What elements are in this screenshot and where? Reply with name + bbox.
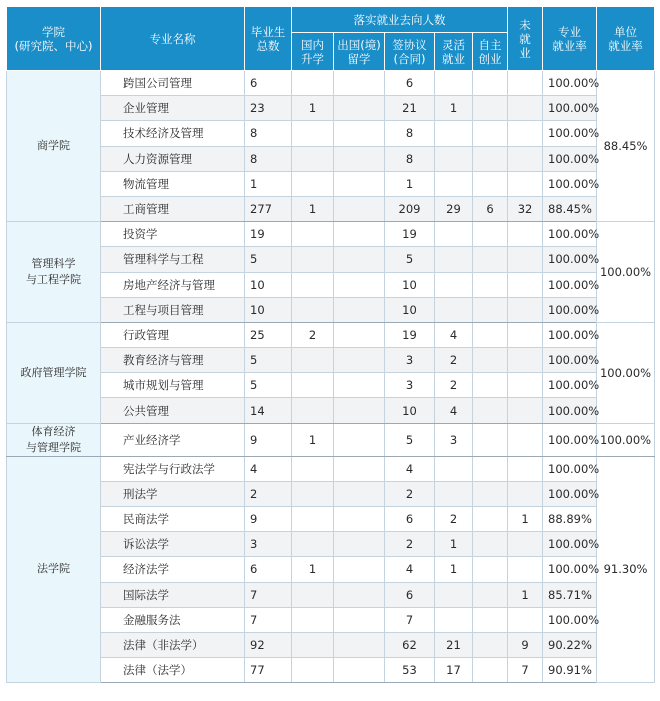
self-employed-count [473,632,508,657]
graduates-total: 7 [245,582,292,607]
table-row [7,322,655,347]
unemployed-count [508,146,543,171]
contract-count: 6 [385,582,435,607]
unit-employment-rate: 100.00% [597,423,655,456]
unemployed-count [508,373,543,398]
contract-count: 19 [385,322,435,347]
college-name [7,222,101,323]
self-employed-count [473,456,508,481]
domestic-study [292,532,334,557]
domestic-study [292,121,334,146]
major-name: 国际法学 [101,582,245,607]
major-rate: 100.00% [543,322,597,347]
college-name-line: 政府管理学院 [20,365,87,379]
graduates-total: 3 [245,532,292,557]
flexible-count: 3 [435,423,473,456]
graduates-total: 19 [245,222,292,247]
contract-count: 6 [385,507,435,532]
major-name: 公共管理 [101,398,245,423]
major-rate: 90.91% [543,658,597,683]
unit-employment-rate: 100.00% [597,322,655,423]
domestic-study [292,607,334,632]
flexible-count [435,247,473,272]
unemployed-count [508,247,543,272]
domestic-study [292,222,334,247]
self-employed-count [473,297,508,322]
domestic-study: 1 [292,196,334,221]
contract-count: 8 [385,121,435,146]
major-name: 管理科学与工程 [101,247,245,272]
header-flexible: 灵活 就业 [435,33,473,71]
major-rate: 90.22% [543,632,597,657]
flexible-count [435,146,473,171]
unit-employment-rate: 91.30% [597,456,655,683]
domestic-study [292,348,334,373]
major-rate: 100.00% [543,557,597,582]
college-name [7,456,101,683]
header-contract: 签协议 (合同) [385,33,435,71]
graduates-total: 6 [245,557,292,582]
graduates-total: 14 [245,398,292,423]
unemployed-count [508,121,543,146]
self-employed-count [473,607,508,632]
contract-count: 4 [385,557,435,582]
header-destination: 落实就业去向人数 [292,7,508,33]
flexible-count: 4 [435,398,473,423]
domestic-study [292,481,334,506]
unemployed-count [508,71,543,96]
major-name: 宪法学与行政法学 [101,456,245,481]
college-name [7,423,101,456]
domestic-study [292,632,334,657]
unemployed-count [508,398,543,423]
self-employed-count [473,146,508,171]
flexible-count: 17 [435,658,473,683]
major-rate: 100.00% [543,348,597,373]
study-abroad [334,196,385,221]
major-rate: 100.00% [543,297,597,322]
graduates-total: 9 [245,507,292,532]
table-row [7,272,655,297]
domestic-study [292,71,334,96]
contract-count: 2 [385,481,435,506]
major-rate: 100.00% [543,607,597,632]
header-unemployed: 未 就 业 [508,7,543,71]
study-abroad [334,121,385,146]
major-name: 城市规划与管理 [101,373,245,398]
self-employed-count [473,658,508,683]
major-rate: 100.00% [543,532,597,557]
flexible-count [435,297,473,322]
graduates-total: 6 [245,71,292,96]
header-self-employed: 自主 创业 [473,33,508,71]
flexible-count: 2 [435,507,473,532]
major-name: 金融服务法 [101,607,245,632]
table-row [7,481,655,506]
study-abroad [334,456,385,481]
contract-count: 6 [385,71,435,96]
table-row [7,632,655,657]
table-row [7,71,655,96]
study-abroad [334,582,385,607]
study-abroad [334,632,385,657]
header-unit-rate: 单位 就业率 [597,7,655,71]
contract-count: 2 [385,532,435,557]
self-employed-count [473,222,508,247]
study-abroad [334,71,385,96]
study-abroad [334,146,385,171]
table-row [7,658,655,683]
college-name [7,71,101,222]
study-abroad [334,423,385,456]
self-employed-count [473,557,508,582]
domestic-study [292,146,334,171]
self-employed-count [473,121,508,146]
unemployed-count [508,607,543,632]
graduates-total: 2 [245,481,292,506]
major-name: 投资学 [101,222,245,247]
contract-count: 3 [385,373,435,398]
self-employed-count [473,348,508,373]
study-abroad [334,348,385,373]
contract-count: 10 [385,398,435,423]
college-name-line: 管理科学 [31,257,76,270]
study-abroad [334,297,385,322]
self-employed-count [473,272,508,297]
major-rate: 100.00% [543,456,597,481]
domestic-study [292,171,334,196]
table-row [7,146,655,171]
contract-count: 5 [385,247,435,272]
major-name: 刑法学 [101,481,245,506]
self-employed-count [473,532,508,557]
contract-count: 10 [385,272,435,297]
flexible-count [435,121,473,146]
major-name: 行政管理 [101,322,245,347]
graduates-total: 1 [245,171,292,196]
unemployed-count: 1 [508,582,543,607]
unemployed-count: 7 [508,658,543,683]
header-college: 学院 (研究院、中心) [7,7,101,71]
flexible-count [435,456,473,481]
contract-count: 10 [385,297,435,322]
self-employed-count: 6 [473,196,508,221]
self-employed-count [473,322,508,347]
major-name: 法律（法学） [101,658,245,683]
employment-rate-table [6,6,655,683]
flexible-count [435,71,473,96]
unemployed-count [508,222,543,247]
study-abroad [334,507,385,532]
table-row [7,456,655,481]
table-row [7,582,655,607]
domestic-study: 1 [292,96,334,121]
flexible-count: 2 [435,373,473,398]
graduates-total: 8 [245,146,292,171]
unemployed-count: 9 [508,632,543,657]
contract-count: 8 [385,146,435,171]
study-abroad [334,481,385,506]
unemployed-count [508,272,543,297]
table-row [7,247,655,272]
domestic-study [292,582,334,607]
major-rate: 100.00% [543,146,597,171]
unemployed-count [508,322,543,347]
college-name-line: 商学院 [37,139,70,153]
contract-count: 209 [385,196,435,221]
major-name: 法律（非法学） [101,632,245,657]
unemployed-count [508,456,543,481]
study-abroad [334,532,385,557]
study-abroad [334,322,385,347]
major-rate: 85.71% [543,582,597,607]
major-name: 经济法学 [101,557,245,582]
table-row [7,423,655,456]
flexible-count: 4 [435,322,473,347]
graduates-total: 277 [245,196,292,221]
contract-count: 62 [385,632,435,657]
contract-count: 4 [385,456,435,481]
flexible-count: 2 [435,348,473,373]
college-name-line: 与工程学院 [26,273,81,286]
graduates-total: 8 [245,121,292,146]
unemployed-count [508,171,543,196]
college-name-line: 与管理学院 [26,440,81,454]
major-rate: 88.89% [543,507,597,532]
header-major: 专业名称 [101,7,245,71]
graduates-total: 5 [245,373,292,398]
major-name: 产业经济学 [101,423,245,456]
major-rate: 100.00% [543,222,597,247]
study-abroad [334,96,385,121]
study-abroad [334,222,385,247]
graduates-total: 10 [245,297,292,322]
flexible-count: 1 [435,557,473,582]
study-abroad [334,607,385,632]
self-employed-count [473,373,508,398]
unemployed-count: 1 [508,507,543,532]
header-major-rate: 专业 就业率 [543,7,597,71]
major-name: 工程与项目管理 [101,297,245,322]
major-rate: 100.00% [543,272,597,297]
graduates-total: 23 [245,96,292,121]
major-rate: 100.00% [543,171,597,196]
college-name-line: 法学院 [37,562,70,576]
flexible-count [435,607,473,632]
contract-count: 19 [385,222,435,247]
flexible-count: 21 [435,632,473,657]
flexible-count [435,481,473,506]
study-abroad [334,171,385,196]
major-name: 企业管理 [101,96,245,121]
study-abroad [334,658,385,683]
major-rate: 88.45% [543,196,597,221]
flexible-count [435,222,473,247]
major-rate: 100.00% [543,398,597,423]
table-body [7,71,655,683]
domestic-study [292,658,334,683]
table-row [7,607,655,632]
flexible-count: 29 [435,196,473,221]
self-employed-count [473,71,508,96]
self-employed-count [473,96,508,121]
major-name: 诉讼法学 [101,532,245,557]
self-employed-count [473,171,508,196]
major-name: 跨国公司管理 [101,71,245,96]
major-name: 物流管理 [101,171,245,196]
unit-employment-rate: 88.45% [597,71,655,222]
graduates-total: 5 [245,247,292,272]
domestic-study [292,398,334,423]
self-employed-count [473,247,508,272]
major-rate: 100.00% [543,71,597,96]
unemployed-count [508,96,543,121]
unemployed-count [508,423,543,456]
table-row [7,222,655,247]
unemployed-count [508,297,543,322]
flexible-count [435,171,473,196]
domestic-study [292,297,334,322]
table-row [7,297,655,322]
self-employed-count [473,481,508,506]
table-row [7,96,655,121]
table-row [7,171,655,196]
major-rate: 100.00% [543,121,597,146]
table-row [7,532,655,557]
graduates-total: 77 [245,658,292,683]
unit-employment-rate: 100.00% [597,222,655,323]
header-study-abroad: 出国(境) 留学 [334,33,385,71]
graduates-total: 9 [245,423,292,456]
table-row [7,373,655,398]
major-rate: 100.00% [543,247,597,272]
graduates-total: 10 [245,272,292,297]
study-abroad [334,373,385,398]
graduates-total: 7 [245,607,292,632]
domestic-study: 1 [292,423,334,456]
graduates-total: 5 [245,348,292,373]
major-rate: 100.00% [543,373,597,398]
major-name: 人力资源管理 [101,146,245,171]
major-rate: 100.00% [543,481,597,506]
domestic-study: 1 [292,557,334,582]
table-row [7,398,655,423]
self-employed-count [473,398,508,423]
study-abroad [334,557,385,582]
domestic-study [292,456,334,481]
graduates-total: 92 [245,632,292,657]
major-name: 教育经济与管理 [101,348,245,373]
self-employed-count [473,423,508,456]
table-row [7,348,655,373]
header-graduates-total: 毕业生 总数 [245,7,292,71]
unemployed-count [508,348,543,373]
contract-count: 7 [385,607,435,632]
unemployed-count [508,481,543,506]
major-name: 技术经济及管理 [101,121,245,146]
flexible-count [435,582,473,607]
table-row [7,121,655,146]
domestic-study [292,247,334,272]
graduates-total: 4 [245,456,292,481]
domestic-study [292,507,334,532]
contract-count: 5 [385,423,435,456]
header-domestic-study: 国内 升学 [292,33,334,71]
table-row [7,196,655,221]
table-row [7,507,655,532]
contract-count: 53 [385,658,435,683]
unemployed-count [508,557,543,582]
domestic-study [292,373,334,398]
contract-count: 3 [385,348,435,373]
major-name: 民商法学 [101,507,245,532]
flexible-count: 1 [435,532,473,557]
study-abroad [334,398,385,423]
study-abroad [334,272,385,297]
unemployed-count: 32 [508,196,543,221]
graduates-total: 25 [245,322,292,347]
study-abroad [334,247,385,272]
major-name: 房地产经济与管理 [101,272,245,297]
college-name-line: 体育经济 [31,424,76,438]
table-row [7,557,655,582]
major-rate: 100.00% [543,423,597,456]
flexible-count [435,272,473,297]
contract-count: 1 [385,171,435,196]
flexible-count: 1 [435,96,473,121]
domestic-study: 2 [292,322,334,347]
self-employed-count [473,582,508,607]
major-rate: 100.00% [543,96,597,121]
contract-count: 21 [385,96,435,121]
unemployed-count [508,532,543,557]
domestic-study [292,272,334,297]
self-employed-count [473,507,508,532]
major-name: 工商管理 [101,196,245,221]
college-name [7,322,101,423]
